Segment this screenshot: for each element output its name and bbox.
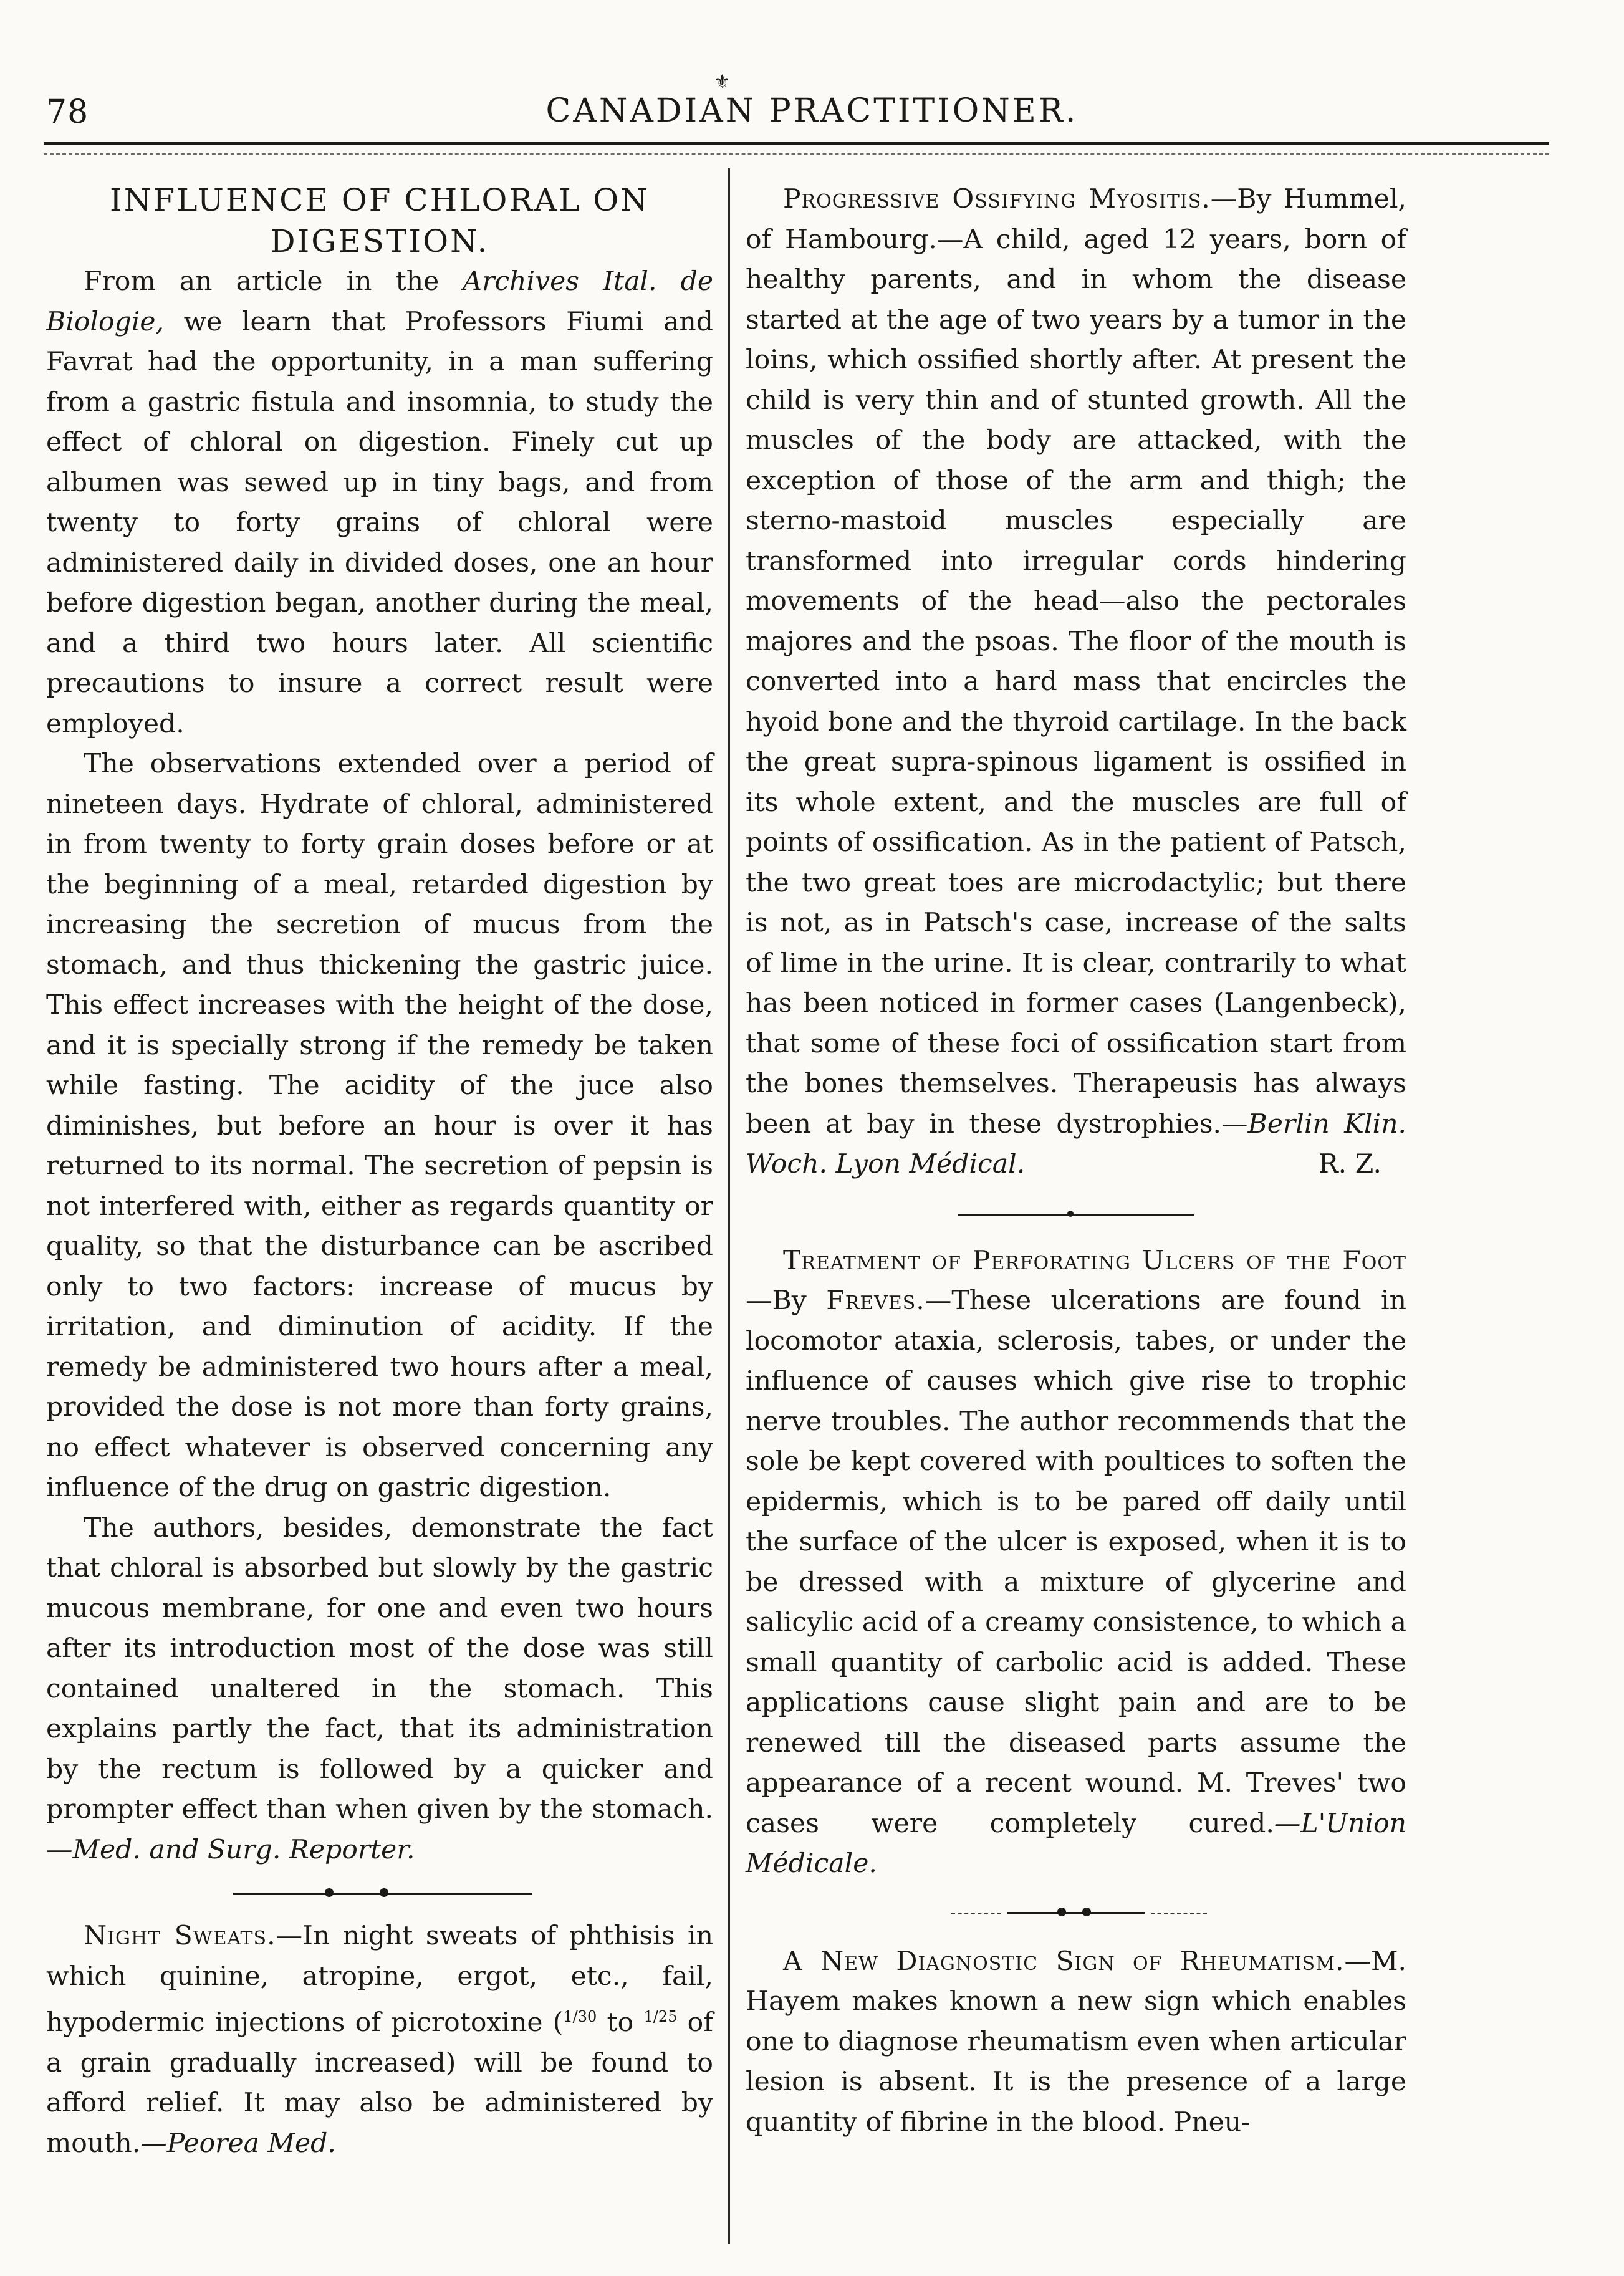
myositis-heading: Progressive Ossifying Myositis.	[783, 184, 1211, 214]
header-rule	[44, 142, 1549, 145]
ulcers-heading: Treatment of Perforating Ulcers of the Foot	[783, 1245, 1406, 1276]
night-sweats-article	[46, 1916, 713, 2164]
fleur-ornament-icon: ⚜	[714, 71, 733, 93]
chloral-p1-text-b: we learn that Professors Fiumi and Favrat had the opportunity, in a man suffering from a gastric fistula and insomnia, to study the effect of chloral on digestion. Finely cut up albumen was sewed up in tiny bags, and from twenty to forty grains of chloral were administered daily in divided doses, one an hour before digestion began, another during the meal, and a third two hours later. All scientific precautions to insure a correct result were employed.	[46, 306, 713, 739]
myositis-text: —By Hummel, of Hambourg.—A child, aged 12 years, born of healthy parents, and in whom the disease started at the age of two years by a tumor in the loins, which ossified shortly after. At present the child is very thin and of stunted growth. All the muscles of the body are attacked, with the exception of those of the arm and thigh; the sterno-mastoid muscles especially are transformed into irregular cords hindering movements of the head—also the pectorales majores and the psoas. The floor of the mouth is converted into a hard mass that encircles the hyoid bone and the thyroid cartilage. In the back the great supra-spinous ligament is ossified in its whole extent, and the muscles are full of points of ossification. As in the patient of Patsch, the two great toes are microdactylic; but there is not, as in Patsch's case, increase of the salts of lime in the urine. It is clear, contrarily to what has been noticed in former cases (Langenbeck), that some of these foci of ossification start from the bones themselves. Therapeusis has always been at bay in these dystrophies.	[746, 184, 1406, 1140]
separator-ornament	[46, 1870, 713, 1916]
running-title	[0, 71, 1624, 130]
ulcers-article	[746, 1241, 1406, 1885]
chloral-paragraph-2: The observations extended over a period of nineteen days. Hydrate of chloral, administered in from twenty to forty grain doses before or at the beginning of a meal, retarded digestion by increasing the secretion of mucus from the stomach, and thus thickening the gastric juice. This effect increases with the height of the dose, and it is specially strong if the remedy be taken while fasting. The acidity of the juce also diminishes, but before an hour is over it has returned to its normal. The secretion of pepsin is not interfered with, either as regards quantity or quality, so that the disturbance can be ascribed only to two factors: increase of mucus by irritation, and diminution of acidity. If the remedy be administered two hours after a meal, provided the dose is not more than forty grains, no effect whatever is observed concerning any influence of the drug on gastric digestion.	[46, 749, 713, 1503]
ulcers-by: —By	[746, 1285, 827, 1316]
separator-line	[746, 1185, 1406, 1241]
left-column	[46, 168, 713, 2164]
running-title-text: CANADIAN PRACTITIONER.	[545, 92, 1079, 130]
chloral-journal-name: Archives Ital. de Biologie,	[46, 266, 713, 337]
myositis-signature: R. Z.	[1318, 1149, 1381, 1179]
chloral-source: —Med. and Surg. Reporter.	[46, 1834, 415, 1865]
fraction-2: 1/25	[643, 2008, 678, 2025]
column-divider	[728, 168, 730, 2244]
night-sweats-text-mid: to	[597, 2007, 644, 2038]
header-rule-dashed	[44, 153, 1549, 155]
ulcers-source: —L'Union Médicale.	[746, 1808, 1406, 1879]
night-sweats-text-a: —In night sweats of phthisis in which quinine, atropine, ergot, etc., fail, hypodermic injections of picrotoxine (	[46, 1921, 713, 2038]
myositis-article	[746, 180, 1406, 1185]
rheumatism-heading: A New Diagnostic Sign of Rheumatism.	[783, 1946, 1345, 1977]
rheumatism-article	[746, 1942, 1406, 2143]
chloral-paragraph-3	[46, 1509, 713, 1871]
myositis-source: —Berlin Klin. Woch. Lyon Médical.	[746, 1108, 1407, 1179]
night-sweats-heading: Night Sweats.	[84, 1921, 276, 1951]
separator-dashed-ornament	[746, 1885, 1406, 1942]
chloral-p1-text-a: From an article in the	[84, 266, 463, 297]
chloral-paragraph-1	[46, 262, 713, 744]
right-column	[746, 168, 1406, 2143]
ulcers-text: —These ulcerations are found in locomotor ataxia, sclerosis, tabes, or under the influence of causes which give rise to trophic nerve troubles. The author recommends that the sole be kept covered with poultices to soften the epidermis, which is to be pared off daily until the surface of the ulcer is exposed, when it is to be dressed with a mixture of glycerine and salicylic acid of a creamy consistence, to which a small quantity of carbolic acid is added. These applications cause slight pain and are to be renewed till the diseased parts assume the appearance of a recent wound. M. Treves' two cases were completely cured.	[746, 1285, 1406, 1839]
night-sweats-text-b: of a grain gradually increased) will be found to afford relief. It may also be administered by mouth.	[46, 2007, 714, 2159]
chloral-p3-text: The authors, besides, demonstrate the fact that chloral is absorbed but slowly by the gastric mucous membrane, for one and even two hours after its introduction most of the dose was still contained unaltered in the stomach. This explains partly the fact, that its administration by the rectum is followed by a quicker and prompter effect than when given by the stomach.	[46, 1512, 713, 1825]
ulcers-author: Freves.	[826, 1285, 925, 1316]
chloral-article-title: INFLUENCE OF CHLORAL ON DIGESTION.	[110, 182, 650, 259]
night-sweats-source: —Peorea Med.	[140, 2128, 336, 2159]
fraction-1: 1/30	[563, 2008, 597, 2025]
rheumatism-text: —M. Hayem makes known a new sign which enables one to diagnose rheumatism even when articular lesion is absent. It is the presence of a large quantity of fibrine in the blood. Pneu-	[746, 1946, 1406, 2138]
page-number: 78	[46, 94, 89, 131]
